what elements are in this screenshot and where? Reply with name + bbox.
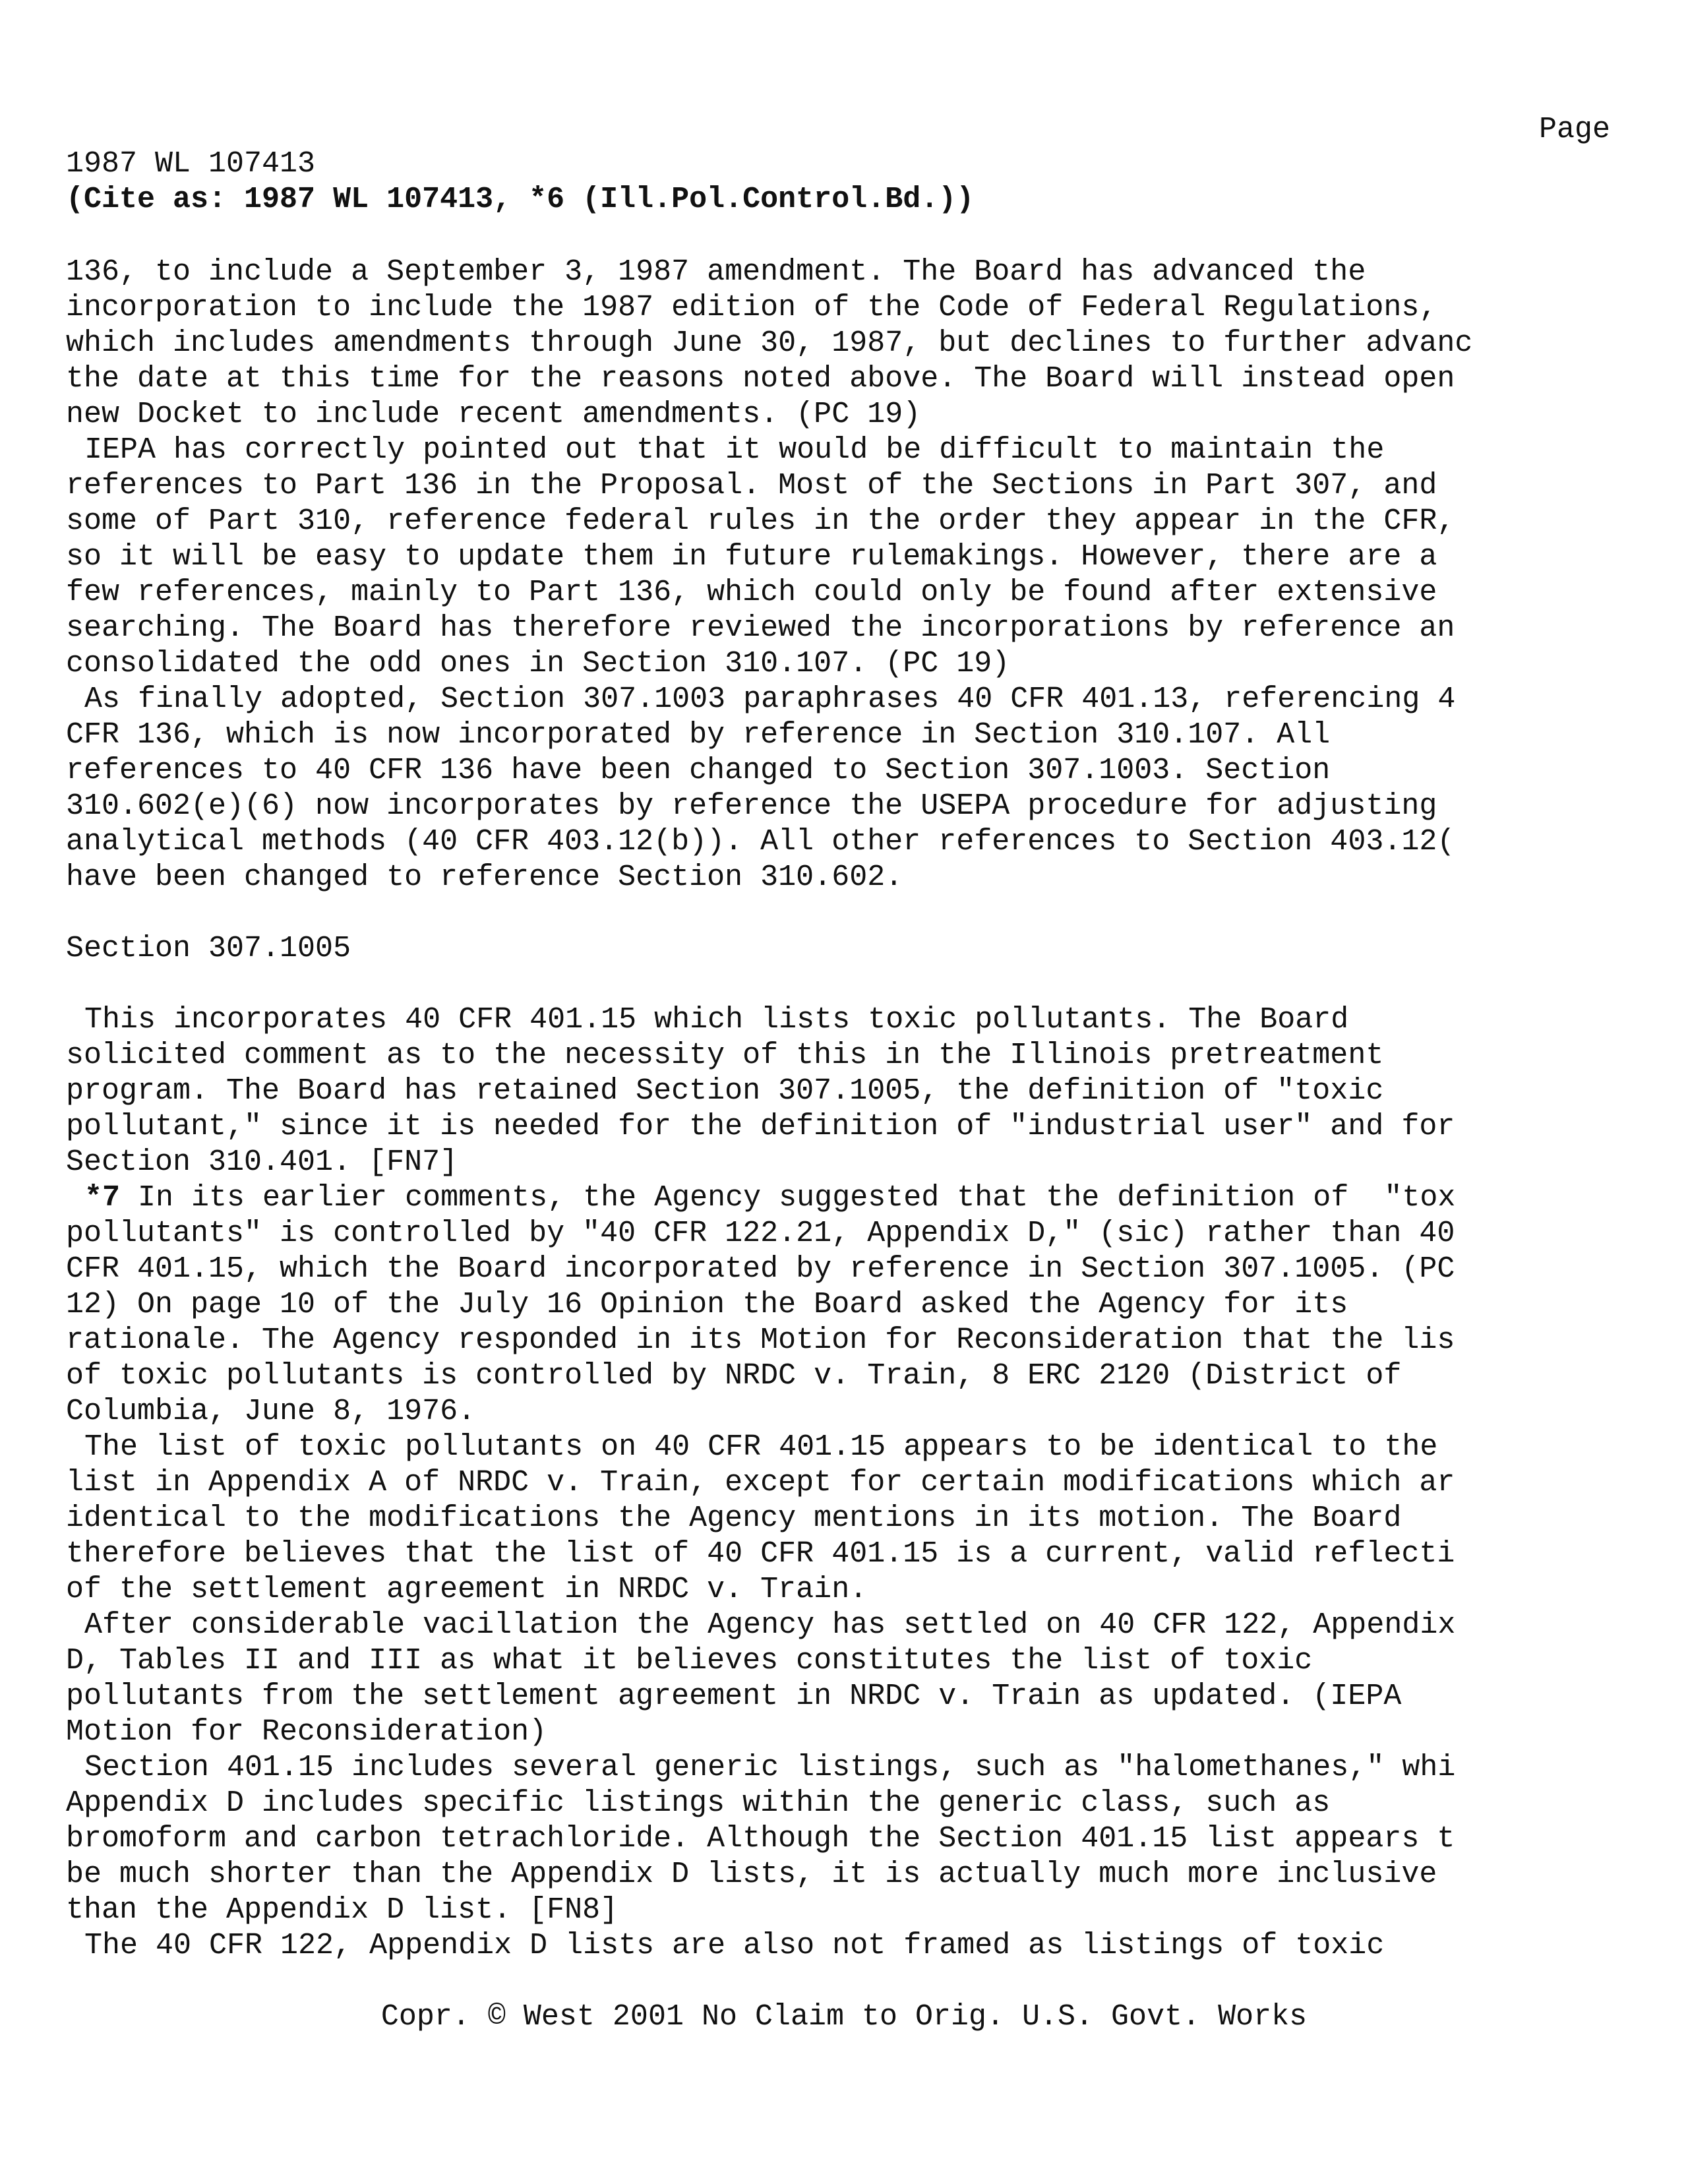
text-line: references to Part 136 in the Proposal. Most of the Sections in Part 307, and bbox=[66, 469, 1437, 502]
text-line: than the Appendix D list. [FN8] bbox=[66, 1893, 618, 1927]
text-line: pollutants from the settlement agreement in NRDC v. Train as updated. (IEPA bbox=[66, 1680, 1402, 1713]
text-line: incorporation to include the 1987 edition of the Code of Federal Regulations, bbox=[66, 291, 1437, 324]
section-heading: Section 307.1005 bbox=[66, 932, 351, 965]
text-line: consolidated the odd ones in Section 310.107. (PC 19) bbox=[66, 647, 1010, 681]
text-line: pollutant," since it is needed for the definition of "industrial user" and for bbox=[66, 1110, 1455, 1143]
text-line: which includes amendments through June 30, 1987, but declines to further advanc bbox=[66, 326, 1473, 360]
text-line: some of Part 310, reference federal rules in the order they appear in the CFR, bbox=[66, 504, 1455, 538]
text-line bbox=[66, 1180, 1648, 1216]
text-line: 136, to include a September 3, 1987 amendment. The Board has advanced the bbox=[66, 255, 1366, 289]
text-line: analytical methods (40 CFR 403.12(b)). All other references to Section 403.12( bbox=[66, 825, 1455, 859]
text-line: The list of toxic pollutants on 40 CFR 401.15 appears to be identical to the bbox=[84, 1430, 1438, 1464]
document-body bbox=[66, 255, 1648, 1964]
text-line: Section 310.401. [FN7] bbox=[66, 1145, 458, 1179]
text-line: Columbia, June 8, 1976. bbox=[66, 1395, 476, 1428]
text-line: so it will be easy to update them in future rulemakings. However, there are a bbox=[66, 540, 1437, 574]
star-page-marker: *7 bbox=[84, 1181, 121, 1215]
text-line: references to 40 CFR 136 have been changed to Section 307.1003. Section bbox=[66, 754, 1331, 787]
paragraph-2 bbox=[66, 433, 1648, 682]
page-label: Page bbox=[1538, 113, 1610, 146]
text-line: Appendix D includes specific listings within the generic class, such as bbox=[66, 1786, 1331, 1820]
text-line: new Docket to include recent amendments. (PC 19) bbox=[66, 398, 921, 431]
text-line: have been changed to reference Section 310.602. bbox=[66, 861, 903, 894]
text-line: of toxic pollutants is controlled by NRDC v. Train, 8 ERC 2120 (District of bbox=[66, 1359, 1402, 1393]
text-line: searching. The Board has therefore reviewed the incorporations by reference an bbox=[66, 611, 1455, 645]
text-line: bromoform and carbon tetrachloride. Although the Section 401.15 list appears t bbox=[66, 1822, 1455, 1856]
text-fragment: In its earlier comments, the Agency suggested that the definition of "tox bbox=[120, 1181, 1456, 1215]
copyright-footer: Copr. © West 2001 No Claim to Orig. U.S. Govt. Works bbox=[380, 2000, 1308, 2034]
cite-as-line: (Cite as: 1987 WL 107413, *6 (Ill.Pol.Control.Bd.)) bbox=[66, 183, 975, 216]
text-line: few references, mainly to Part 136, which could only be found after extensive bbox=[66, 576, 1437, 609]
text-line: list in Appendix A of NRDC v. Train, except for certain modifications which ar bbox=[66, 1466, 1455, 1500]
text-line: 12) On page 10 of the July 16 Opinion the Board asked the Agency for its bbox=[66, 1288, 1348, 1321]
text-line: As finally adopted, Section 307.1003 paraphrases 40 CFR 401.13, referencing 4 bbox=[84, 682, 1456, 716]
paragraph-6 bbox=[66, 1430, 1648, 1608]
text-line: Motion for Reconsideration) bbox=[66, 1715, 547, 1749]
paragraph-3 bbox=[66, 682, 1648, 895]
text-line: pollutants" is controlled by "40 CFR 122.21, Appendix D," (sic) rather than 40 bbox=[66, 1217, 1455, 1250]
paragraph-5 bbox=[66, 1180, 1648, 1430]
paragraph-8 bbox=[66, 1750, 1648, 1928]
citation-block bbox=[66, 146, 974, 218]
text-line: CFR 136, which is now incorporated by reference in Section 310.107. All bbox=[66, 718, 1331, 752]
spacer bbox=[66, 967, 1648, 1002]
text-line: of the settlement agreement in NRDC v. Train. bbox=[66, 1573, 868, 1606]
text-line: CFR 401.15, which the Board incorporated by reference in Section 307.1005. (PC bbox=[66, 1252, 1455, 1286]
text-line: After considerable vacillation the Agency has settled on 40 CFR 122, Appendix bbox=[84, 1608, 1456, 1642]
text-line: program. The Board has retained Section 307.1005, the definition of "toxic bbox=[66, 1074, 1384, 1108]
text-line: be much shorter than the Appendix D lists, it is actually much more inclusive bbox=[66, 1858, 1437, 1891]
text-line: rationale. The Agency responded in its Motion for Reconsideration that the lis bbox=[66, 1323, 1455, 1357]
text-line: the date at this time for the reasons noted above. The Board will instead open bbox=[66, 362, 1455, 396]
citation-id: 1987 WL 107413 bbox=[66, 147, 316, 181]
text-line: solicited comment as to the necessity of this in the Illinois pretreatment bbox=[66, 1039, 1384, 1072]
text-line: therefore believes that the list of 40 CFR 401.15 is a current, valid reflecti bbox=[66, 1537, 1455, 1571]
text-line: This incorporates 40 CFR 401.15 which lists toxic pollutants. The Board bbox=[84, 1003, 1349, 1037]
text-line: D, Tables II and III as what it believes constitutes the list of toxic bbox=[66, 1644, 1313, 1678]
text-line: 310.602(e)(6) now incorporates by reference the USEPA procedure for adjusting bbox=[66, 789, 1437, 823]
paragraph-4 bbox=[66, 1002, 1648, 1180]
paragraph-9 bbox=[66, 1928, 1648, 1964]
text-line: The 40 CFR 122, Appendix D lists are also not framed as listings of toxic bbox=[84, 1929, 1385, 1962]
text-line: identical to the modifications the Agency mentions in its motion. The Board bbox=[66, 1502, 1402, 1535]
text-line: Section 401.15 includes several generic listings, such as "halomethanes," whi bbox=[84, 1751, 1456, 1784]
text-line: IEPA has correctly pointed out that it would be difficult to maintain the bbox=[84, 433, 1385, 467]
paragraph-1 bbox=[66, 255, 1648, 433]
spacer bbox=[66, 895, 1648, 931]
paragraph-7 bbox=[66, 1608, 1648, 1750]
